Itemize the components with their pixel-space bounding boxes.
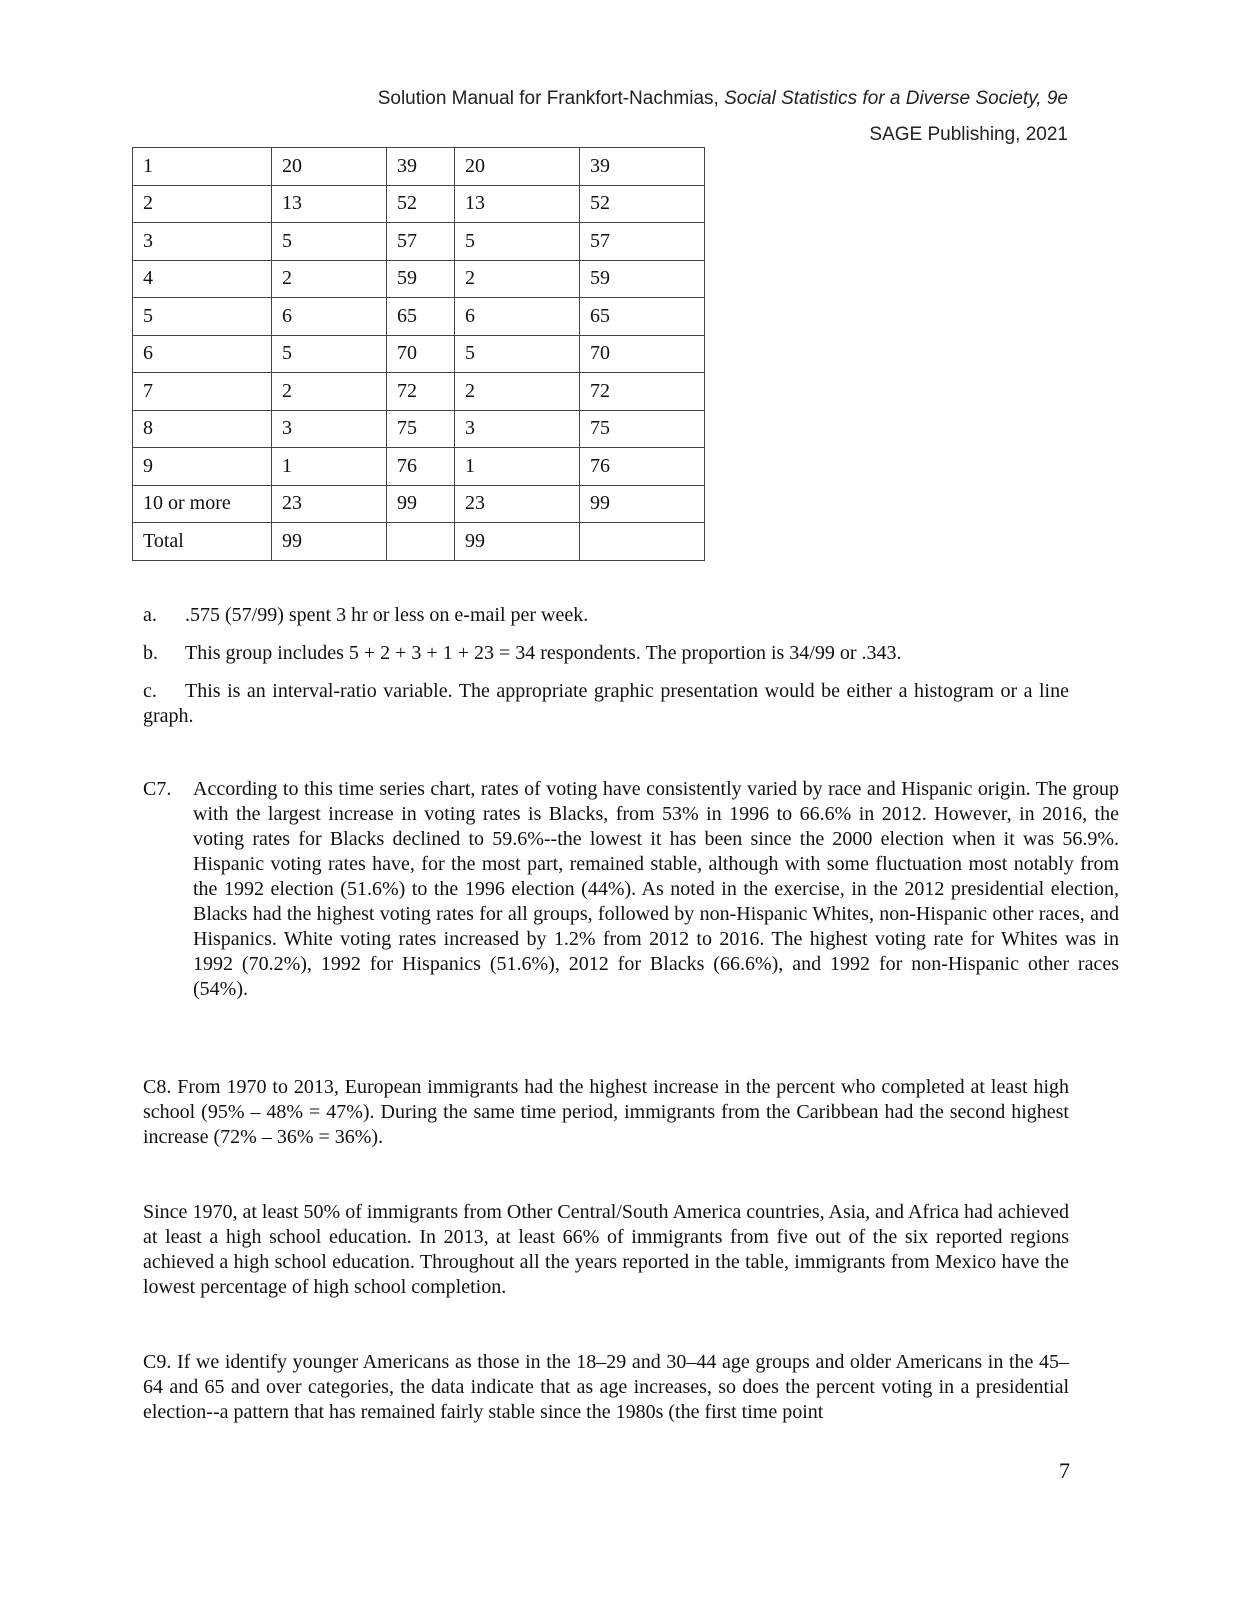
table-row	[133, 223, 705, 261]
table-cell: 52	[387, 185, 455, 223]
table-cell: 5	[133, 298, 272, 336]
table-cell: 70	[387, 335, 455, 373]
table-cell: 76	[580, 448, 705, 486]
table-cell: 57	[387, 223, 455, 261]
table-cell: 70	[580, 335, 705, 373]
table-row	[133, 148, 705, 186]
table-cell: 5	[272, 335, 387, 373]
c9-text: If we identify younger Americans as those in the 18–29 and 30–44 age groups and older Americans in the 45–64 and 65 and over categories, the data indicate that as age increases, so does the percent voting in a presidential election--a pattern that has remained fairly stable since the 1980s (the first time point	[143, 1351, 1070, 1423]
table-cell: 6	[455, 298, 580, 336]
answer-a	[143, 603, 1069, 628]
table-cell: 2	[133, 185, 272, 223]
table-row	[133, 485, 705, 523]
table-cell: 99	[455, 523, 580, 561]
table-row	[133, 523, 705, 561]
table-cell: 20	[272, 148, 387, 186]
table-cell: 7	[133, 373, 272, 411]
table-cell: 75	[580, 410, 705, 448]
table-cell: 13	[272, 185, 387, 223]
table-cell	[580, 523, 705, 561]
table-cell: 52	[580, 185, 705, 223]
table-cell: 20	[455, 148, 580, 186]
page-number: 7	[1059, 1458, 1070, 1483]
c8-text: From 1970 to 2013, European immigrants had the highest increase in the percent who completed at least high school (95% – 48% = 47%). During the same time period, immigrants from the Caribbean had the second highest increase (72% – 36% = 36%).	[143, 1076, 1069, 1148]
table-row	[133, 185, 705, 223]
table-cell: 8	[133, 410, 272, 448]
table-cell: 3	[455, 410, 580, 448]
answer-b	[143, 641, 1069, 666]
table-cell: 2	[272, 373, 387, 411]
answer-a-text: .575 (57/99) spent 3 hr or less on e-mail per week.	[185, 604, 589, 626]
table-cell: 1	[133, 148, 272, 186]
table-cell: 65	[580, 298, 705, 336]
c7-paragraph	[143, 777, 1119, 1002]
answer-b-label: b.	[143, 642, 158, 664]
table-cell: 39	[387, 148, 455, 186]
table-cell: 72	[580, 373, 705, 411]
table-cell: 72	[387, 373, 455, 411]
c8-paragraph	[143, 1075, 1069, 1150]
answer-c-text: This is an interval-ratio variable. The appropriate graphic presentation would be either a histogram or a line graph.	[143, 680, 1069, 727]
table-cell: 1	[455, 448, 580, 486]
table-cell: 2	[455, 373, 580, 411]
running-header-publisher: SAGE Publishing, 2021	[869, 124, 1068, 145]
table-cell: 5	[455, 223, 580, 261]
table-cell: 75	[387, 410, 455, 448]
table-cell: 76	[387, 448, 455, 486]
answer-c-label: c.	[143, 680, 157, 702]
table-row	[133, 448, 705, 486]
c8-label: C8.	[143, 1076, 172, 1098]
table-cell: 39	[580, 148, 705, 186]
table-cell: 5	[272, 223, 387, 261]
table-cell: 5	[455, 335, 580, 373]
table-cell: 3	[272, 410, 387, 448]
table-cell: 2	[455, 260, 580, 298]
answer-b-text: This group includes 5 + 2 + 3 + 1 + 23 = 34 respondents. The proportion is 34/99 or .343.	[185, 642, 902, 664]
c7-text: According to this time series chart, rates of voting have consistently varied by race and Hispanic origin. The group with the largest increase in voting rates is Blacks, from 53% in 1996 to 66.6% in 2012. However, in 2016, the voting rates for Blacks declined to 59.6%--the lowest it has been since the 2000 election when it was 56.9%. Hispanic voting rates have, for the most part, remained stable, although with some fluctuation most notably from the 1992 election (51.6%) to the 1996 election (44%). As noted in the exercise, in the 2012 presidential election, Blacks had the highest voting rates for all groups, followed by non-Hispanic Whites, non-Hispanic other races, and Hispanics. White voting rates increased by 1.2% from 2012 to 2016. The highest voting rate for Whites was in 1992 (70.2%), 1992 for Hispanics (51.6%), 2012 for Blacks (66.6%), and 1992 for non-Hispanic other races (54%).	[193, 778, 1119, 1000]
table-cell: 59	[580, 260, 705, 298]
table-cell: 6	[133, 335, 272, 373]
table-cell: 57	[580, 223, 705, 261]
table-cell: 99	[580, 485, 705, 523]
table-cell: 59	[387, 260, 455, 298]
running-header-title	[378, 88, 1068, 110]
table-cell: 1	[272, 448, 387, 486]
table-row	[133, 298, 705, 336]
table-row	[133, 260, 705, 298]
c8-paragraph-2: Since 1970, at least 50% of immigrants from Other Central/South America countries, Asia, and Africa had achieved at least a high school education. In 2013, at least 66% of immigrants from five out of the six reported regions achieved a high school education. Throughout all the years reported in the table, immigrants from Mexico have the lowest percentage of high school completion.	[143, 1201, 1069, 1298]
table-cell: 99	[387, 485, 455, 523]
table-cell: 4	[133, 260, 272, 298]
table-cell: 23	[272, 485, 387, 523]
table-cell: 65	[387, 298, 455, 336]
frequency-table-body	[133, 148, 705, 561]
table-cell: 23	[455, 485, 580, 523]
answer-a-label: a.	[143, 604, 157, 626]
frequency-table	[132, 147, 705, 561]
c7-label: C7.	[143, 778, 172, 800]
answer-c	[143, 679, 1069, 729]
table-row	[133, 335, 705, 373]
table-cell: 2	[272, 260, 387, 298]
table-cell: Total	[133, 523, 272, 561]
table-cell: 3	[133, 223, 272, 261]
table-cell: 99	[272, 523, 387, 561]
table-cell: 10 or more	[133, 485, 272, 523]
table-cell: 13	[455, 185, 580, 223]
table-row	[133, 373, 705, 411]
table-cell: 6	[272, 298, 387, 336]
c9-paragraph	[143, 1350, 1069, 1425]
header-book-title: Social Statistics for a Diverse Society, 9e	[724, 88, 1068, 109]
table-row	[133, 410, 705, 448]
table-cell	[387, 523, 455, 561]
header-prefix: Solution Manual for Frankfort-Nachmias,	[377, 88, 725, 109]
c9-label: C9.	[143, 1351, 172, 1373]
table-cell: 9	[133, 448, 272, 486]
